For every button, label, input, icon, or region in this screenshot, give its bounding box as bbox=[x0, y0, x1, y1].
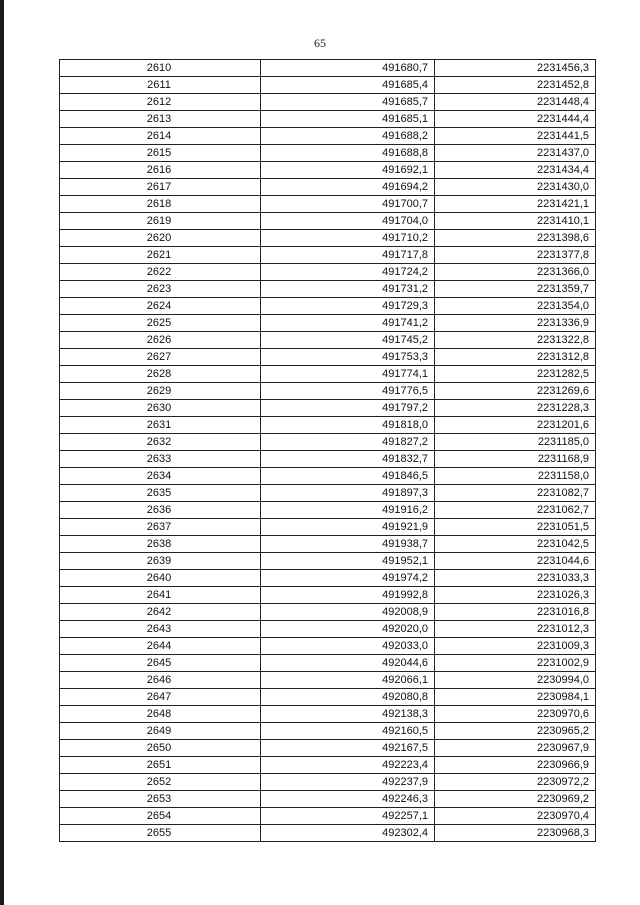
y-coordinate-cell: 2231044,6 bbox=[435, 553, 596, 570]
point-number-cell: 2636 bbox=[60, 502, 261, 519]
y-coordinate-cell: 2231228,3 bbox=[435, 400, 596, 417]
table-row bbox=[60, 740, 596, 757]
table-row bbox=[60, 655, 596, 672]
table-row bbox=[60, 706, 596, 723]
table-row bbox=[60, 825, 596, 842]
x-coordinate-cell: 491952,1 bbox=[261, 553, 435, 570]
point-number-cell: 2616 bbox=[60, 162, 261, 179]
y-coordinate-cell: 2230970,4 bbox=[435, 808, 596, 825]
y-coordinate-cell: 2231377,8 bbox=[435, 247, 596, 264]
point-number-cell: 2635 bbox=[60, 485, 261, 502]
y-coordinate-cell: 2231322,8 bbox=[435, 332, 596, 349]
x-coordinate-cell: 491685,1 bbox=[261, 111, 435, 128]
point-number-cell: 2641 bbox=[60, 587, 261, 604]
x-coordinate-cell: 491776,5 bbox=[261, 383, 435, 400]
y-coordinate-cell: 2230966,9 bbox=[435, 757, 596, 774]
table-row bbox=[60, 417, 596, 434]
y-coordinate-cell: 2231026,3 bbox=[435, 587, 596, 604]
x-coordinate-cell: 491692,1 bbox=[261, 162, 435, 179]
y-coordinate-cell: 2231366,0 bbox=[435, 264, 596, 281]
y-coordinate-cell: 2231456,3 bbox=[435, 60, 596, 77]
x-coordinate-cell: 491685,4 bbox=[261, 77, 435, 94]
table-row bbox=[60, 791, 596, 808]
y-coordinate-cell: 2231410,1 bbox=[435, 213, 596, 230]
table-row bbox=[60, 230, 596, 247]
x-coordinate-cell: 492237,9 bbox=[261, 774, 435, 791]
table-row bbox=[60, 111, 596, 128]
table-row bbox=[60, 553, 596, 570]
x-coordinate-cell: 491745,2 bbox=[261, 332, 435, 349]
table-row bbox=[60, 519, 596, 536]
point-number-cell: 2653 bbox=[60, 791, 261, 808]
table-row bbox=[60, 281, 596, 298]
table-row bbox=[60, 366, 596, 383]
x-coordinate-cell: 492223,4 bbox=[261, 757, 435, 774]
table-row bbox=[60, 247, 596, 264]
table-row bbox=[60, 672, 596, 689]
y-coordinate-cell: 2231441,5 bbox=[435, 128, 596, 145]
point-number-cell: 2624 bbox=[60, 298, 261, 315]
x-coordinate-cell: 492033,0 bbox=[261, 638, 435, 655]
x-coordinate-cell: 491916,2 bbox=[261, 502, 435, 519]
point-number-cell: 2643 bbox=[60, 621, 261, 638]
y-coordinate-cell: 2231201,6 bbox=[435, 417, 596, 434]
x-coordinate-cell: 491724,2 bbox=[261, 264, 435, 281]
y-coordinate-cell: 2230968,3 bbox=[435, 825, 596, 842]
y-coordinate-cell: 2231033,3 bbox=[435, 570, 596, 587]
point-number-cell: 2628 bbox=[60, 366, 261, 383]
y-coordinate-cell: 2231444,4 bbox=[435, 111, 596, 128]
x-coordinate-cell: 491731,2 bbox=[261, 281, 435, 298]
x-coordinate-cell: 491797,2 bbox=[261, 400, 435, 417]
point-number-cell: 2646 bbox=[60, 672, 261, 689]
point-number-cell: 2629 bbox=[60, 383, 261, 400]
y-coordinate-cell: 2231016,8 bbox=[435, 604, 596, 621]
x-coordinate-cell: 492080,8 bbox=[261, 689, 435, 706]
table-row bbox=[60, 587, 596, 604]
table-row bbox=[60, 145, 596, 162]
point-number-cell: 2649 bbox=[60, 723, 261, 740]
x-coordinate-cell: 491685,7 bbox=[261, 94, 435, 111]
table-row bbox=[60, 332, 596, 349]
point-number-cell: 2633 bbox=[60, 451, 261, 468]
table-row bbox=[60, 77, 596, 94]
y-coordinate-cell: 2231452,8 bbox=[435, 77, 596, 94]
x-coordinate-cell: 491846,5 bbox=[261, 468, 435, 485]
y-coordinate-cell: 2231398,6 bbox=[435, 230, 596, 247]
point-number-cell: 2637 bbox=[60, 519, 261, 536]
y-coordinate-cell: 2231158,0 bbox=[435, 468, 596, 485]
point-number-cell: 2623 bbox=[60, 281, 261, 298]
x-coordinate-cell: 491832,7 bbox=[261, 451, 435, 468]
y-coordinate-cell: 2231062,7 bbox=[435, 502, 596, 519]
y-coordinate-cell: 2231009,3 bbox=[435, 638, 596, 655]
table-row bbox=[60, 196, 596, 213]
point-number-cell: 2632 bbox=[60, 434, 261, 451]
point-number-cell: 2613 bbox=[60, 111, 261, 128]
point-number-cell: 2625 bbox=[60, 315, 261, 332]
page-number: 65 bbox=[314, 36, 326, 50]
table-row bbox=[60, 383, 596, 400]
y-coordinate-cell: 2230969,2 bbox=[435, 791, 596, 808]
x-coordinate-cell: 491938,7 bbox=[261, 536, 435, 553]
x-coordinate-cell: 491710,2 bbox=[261, 230, 435, 247]
x-coordinate-cell: 491992,8 bbox=[261, 587, 435, 604]
point-number-cell: 2620 bbox=[60, 230, 261, 247]
x-coordinate-cell: 492138,3 bbox=[261, 706, 435, 723]
table-row bbox=[60, 128, 596, 145]
table-row bbox=[60, 723, 596, 740]
y-coordinate-cell: 2230994,0 bbox=[435, 672, 596, 689]
x-coordinate-cell: 492160,5 bbox=[261, 723, 435, 740]
point-number-cell: 2621 bbox=[60, 247, 261, 264]
x-coordinate-cell: 492066,1 bbox=[261, 672, 435, 689]
point-number-cell: 2610 bbox=[60, 60, 261, 77]
x-coordinate-cell: 492044,6 bbox=[261, 655, 435, 672]
x-coordinate-cell: 491753,3 bbox=[261, 349, 435, 366]
table-row bbox=[60, 94, 596, 111]
x-coordinate-cell: 491774,1 bbox=[261, 366, 435, 383]
table-row bbox=[60, 264, 596, 281]
point-number-cell: 2617 bbox=[60, 179, 261, 196]
table-row bbox=[60, 451, 596, 468]
table-row bbox=[60, 621, 596, 638]
point-number-cell: 2650 bbox=[60, 740, 261, 757]
table-row bbox=[60, 315, 596, 332]
y-coordinate-cell: 2230972,2 bbox=[435, 774, 596, 791]
point-number-cell: 2615 bbox=[60, 145, 261, 162]
point-number-cell: 2612 bbox=[60, 94, 261, 111]
point-number-cell: 2645 bbox=[60, 655, 261, 672]
x-coordinate-cell: 492302,4 bbox=[261, 825, 435, 842]
point-number-cell: 2634 bbox=[60, 468, 261, 485]
y-coordinate-cell: 2231434,4 bbox=[435, 162, 596, 179]
y-coordinate-cell: 2231282,5 bbox=[435, 366, 596, 383]
table-row bbox=[60, 689, 596, 706]
y-coordinate-cell: 2231042,5 bbox=[435, 536, 596, 553]
x-coordinate-cell: 491818,0 bbox=[261, 417, 435, 434]
table-row bbox=[60, 349, 596, 366]
x-coordinate-cell: 492257,1 bbox=[261, 808, 435, 825]
y-coordinate-cell: 2231336,9 bbox=[435, 315, 596, 332]
x-coordinate-cell: 491827,2 bbox=[261, 434, 435, 451]
y-coordinate-cell: 2231082,7 bbox=[435, 485, 596, 502]
x-coordinate-cell: 491704,0 bbox=[261, 213, 435, 230]
x-coordinate-cell: 492008,9 bbox=[261, 604, 435, 621]
point-number-cell: 2614 bbox=[60, 128, 261, 145]
table-row bbox=[60, 485, 596, 502]
point-number-cell: 2631 bbox=[60, 417, 261, 434]
point-number-cell: 2626 bbox=[60, 332, 261, 349]
point-number-cell: 2651 bbox=[60, 757, 261, 774]
table-row bbox=[60, 60, 596, 77]
table-row bbox=[60, 774, 596, 791]
x-coordinate-cell: 492167,5 bbox=[261, 740, 435, 757]
point-number-cell: 2622 bbox=[60, 264, 261, 281]
y-coordinate-cell: 2231437,0 bbox=[435, 145, 596, 162]
point-number-cell: 2642 bbox=[60, 604, 261, 621]
table-row bbox=[60, 179, 596, 196]
coordinates-table-body bbox=[60, 60, 596, 842]
y-coordinate-cell: 2231448,4 bbox=[435, 94, 596, 111]
x-coordinate-cell: 491688,8 bbox=[261, 145, 435, 162]
y-coordinate-cell: 2231312,8 bbox=[435, 349, 596, 366]
point-number-cell: 2647 bbox=[60, 689, 261, 706]
x-coordinate-cell: 491680,7 bbox=[261, 60, 435, 77]
y-coordinate-cell: 2230967,9 bbox=[435, 740, 596, 757]
table-row bbox=[60, 468, 596, 485]
y-coordinate-cell: 2231002,9 bbox=[435, 655, 596, 672]
x-coordinate-cell: 491700,7 bbox=[261, 196, 435, 213]
table-row bbox=[60, 213, 596, 230]
point-number-cell: 2619 bbox=[60, 213, 261, 230]
x-coordinate-cell: 491717,8 bbox=[261, 247, 435, 264]
y-coordinate-cell: 2230984,1 bbox=[435, 689, 596, 706]
point-number-cell: 2639 bbox=[60, 553, 261, 570]
table-row bbox=[60, 298, 596, 315]
point-number-cell: 2618 bbox=[60, 196, 261, 213]
point-number-cell: 2652 bbox=[60, 774, 261, 791]
table-row bbox=[60, 638, 596, 655]
x-coordinate-cell: 491921,9 bbox=[261, 519, 435, 536]
point-number-cell: 2627 bbox=[60, 349, 261, 366]
x-coordinate-cell: 492020,0 bbox=[261, 621, 435, 638]
table-row bbox=[60, 757, 596, 774]
point-number-cell: 2648 bbox=[60, 706, 261, 723]
scan-edge bbox=[0, 0, 4, 905]
table-row bbox=[60, 434, 596, 451]
table-row bbox=[60, 604, 596, 621]
y-coordinate-cell: 2231185,0 bbox=[435, 434, 596, 451]
table-row bbox=[60, 536, 596, 553]
y-coordinate-cell: 2231359,7 bbox=[435, 281, 596, 298]
y-coordinate-cell: 2230965,2 bbox=[435, 723, 596, 740]
point-number-cell: 2638 bbox=[60, 536, 261, 553]
x-coordinate-cell: 491688,2 bbox=[261, 128, 435, 145]
y-coordinate-cell: 2231421,1 bbox=[435, 196, 596, 213]
x-coordinate-cell: 491897,3 bbox=[261, 485, 435, 502]
x-coordinate-cell: 491974,2 bbox=[261, 570, 435, 587]
point-number-cell: 2654 bbox=[60, 808, 261, 825]
table-row bbox=[60, 502, 596, 519]
y-coordinate-cell: 2230970,6 bbox=[435, 706, 596, 723]
table-row bbox=[60, 570, 596, 587]
point-number-cell: 2611 bbox=[60, 77, 261, 94]
table-row bbox=[60, 808, 596, 825]
point-number-cell: 2640 bbox=[60, 570, 261, 587]
y-coordinate-cell: 2231012,3 bbox=[435, 621, 596, 638]
y-coordinate-cell: 2231051,5 bbox=[435, 519, 596, 536]
y-coordinate-cell: 2231269,6 bbox=[435, 383, 596, 400]
point-number-cell: 2644 bbox=[60, 638, 261, 655]
y-coordinate-cell: 2231354,0 bbox=[435, 298, 596, 315]
y-coordinate-cell: 2231168,9 bbox=[435, 451, 596, 468]
point-number-cell: 2630 bbox=[60, 400, 261, 417]
table-row bbox=[60, 162, 596, 179]
point-number-cell: 2655 bbox=[60, 825, 261, 842]
x-coordinate-cell: 492246,3 bbox=[261, 791, 435, 808]
table-row bbox=[60, 400, 596, 417]
coordinates-table bbox=[59, 59, 596, 842]
x-coordinate-cell: 491694,2 bbox=[261, 179, 435, 196]
y-coordinate-cell: 2231430,0 bbox=[435, 179, 596, 196]
x-coordinate-cell: 491729,3 bbox=[261, 298, 435, 315]
x-coordinate-cell: 491741,2 bbox=[261, 315, 435, 332]
